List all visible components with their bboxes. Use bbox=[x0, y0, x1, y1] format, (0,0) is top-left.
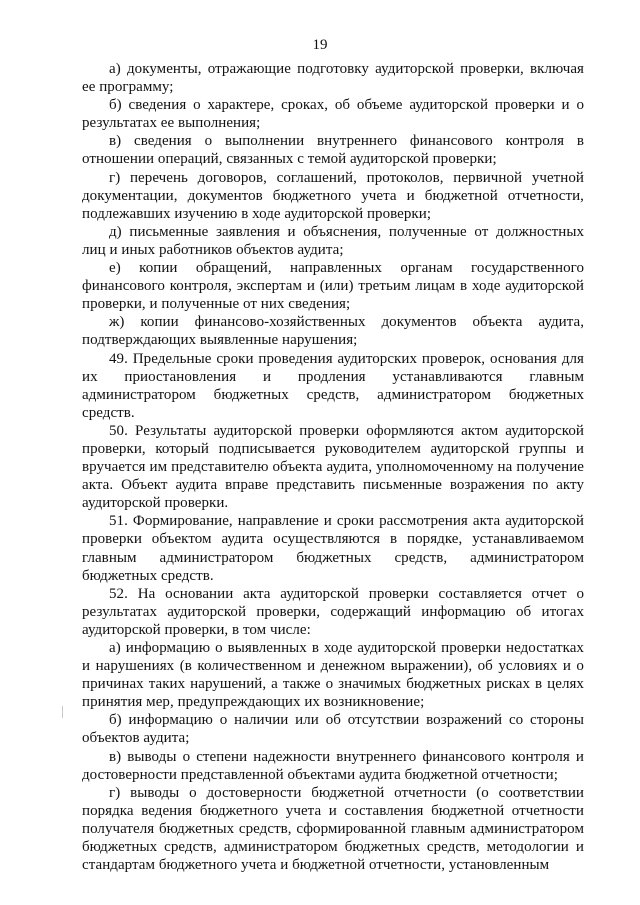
paragraph-52-v: в) выводы о степени надежности внутреннего финансового контроля и достоверности представленной объектами аудита бюджетной отчетности; bbox=[82, 748, 584, 783]
paragraph-50: 50. Результаты аудиторской проверки оформляются актом аудиторской проверки, который подписывается руководителем аудиторской группы и вручается им представителю объекта аудита, уполномоченному на получение акта. Объект аудита вправе представить письменные возражения по акту аудиторской проверки. bbox=[82, 422, 584, 512]
paragraph-49: 49. Предельные сроки проведения аудиторских проверок, основания для их приостановления и продления устанавливаются главным администратором бюджетных средств, администратором бюджетных средств. bbox=[82, 350, 584, 421]
paragraph-a-documents: а) документы, отражающие подготовку аудиторской проверки, включая ее программу; bbox=[82, 61, 584, 96]
paragraph-52: 52. На основании акта аудиторской проверки составляется отчет о результатах аудиторской проверки, содержащий информацию об итогах аудиторской проверки, в том числе: bbox=[82, 585, 584, 638]
page-number: 19 bbox=[312, 37, 328, 53]
paragraph-51: 51. Формирование, направление и сроки рассмотрения акта аудиторской проверки объектом аудита осуществляются в порядке, устанавливаемом главным администратором бюджетных средств, администратором бюджетных средств. bbox=[82, 513, 584, 584]
paragraph-52-g: г) выводы о достоверности бюджетной отчетности (о соответствии порядка ведения бюджетного учета и составления бюджетной отчетности получателя бюджетных средств, сформированной главным администратором бюджетных средств, администратором бюджетных средств, методологии и стандартам бюджетного учета и бюджетной отчетности, установленным bbox=[82, 784, 584, 874]
paragraph-v-control: в) сведения о выполнении внутреннего финансового контроля в отношении операций, связанных с темой аудиторской проверки; bbox=[82, 133, 584, 168]
paragraph-zh-copies: ж) копии финансово-хозяйственных документов объекта аудита, подтверждающих выявленные нарушения; bbox=[82, 314, 584, 349]
paragraph-d-statements: д) письменные заявления и объяснения, полученные от должностных лиц и иных работников объектов аудита; bbox=[82, 223, 584, 258]
paragraph-g-list: г) перечень договоров, соглашений, протоколов, первичной учетной документации, документов бюджетного учета и бюджетной отчетности, подлежавших изучению в ходе аудиторской проверки; bbox=[82, 169, 584, 222]
paragraph-b-information: б) сведения о характере, сроках, об объеме аудиторской проверки и о результатах ее выполнения; bbox=[82, 97, 584, 132]
scan-margin-mark bbox=[62, 706, 63, 718]
paragraph-e-copies: е) копии обращений, направленных органам государственного финансового контроля, экспертам и (или) третьим лицам в ходе аудиторской проверки, и полученные от них сведения; bbox=[82, 260, 584, 313]
document-body bbox=[82, 60, 584, 874]
paragraph-52-a: а) информацию о выявленных в ходе аудиторской проверки недостатках и нарушениях (в количественном и денежном выражении), об условиях и о причинах таких нарушений, а также о значимых бюджетных рисках в целях принятия мер, предупреждающих их возникновение; bbox=[82, 640, 584, 711]
paragraph-52-b: б) информацию о наличии или об отсутствии возражений со стороны объектов аудита; bbox=[82, 712, 584, 747]
